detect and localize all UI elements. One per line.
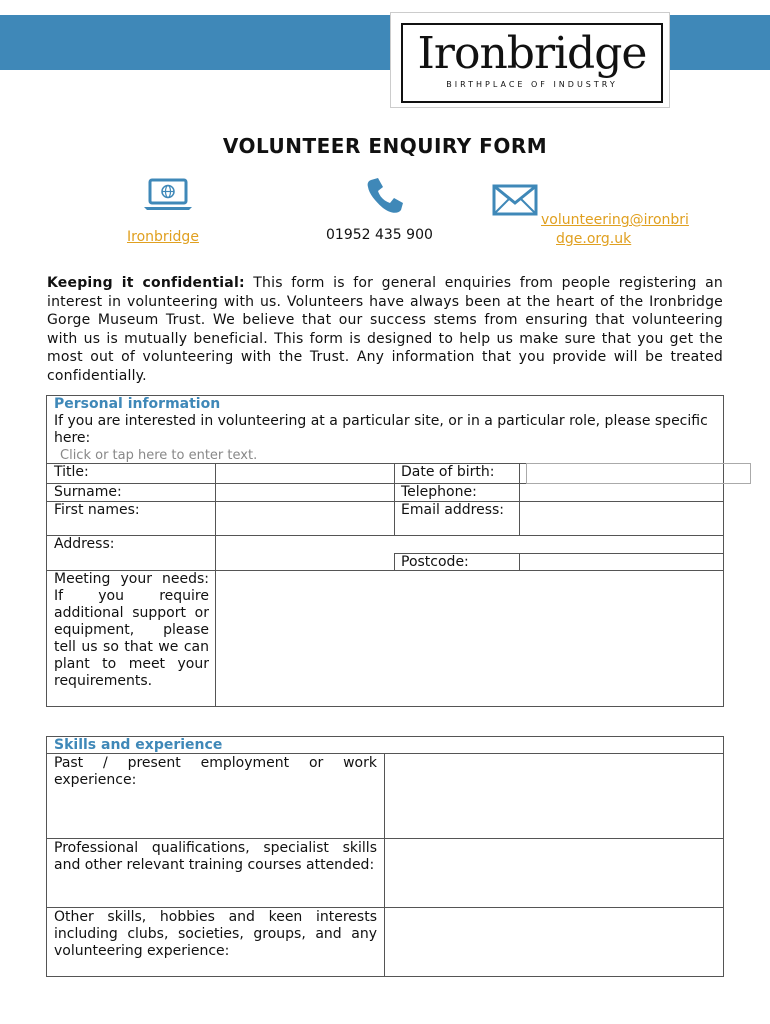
- intro-paragraph: [47, 274, 723, 386]
- interest-input[interactable]: Click or tap here to enter text.: [60, 448, 258, 463]
- skills-heading: Skills and experience: [54, 737, 223, 753]
- telephone-label: Telephone:: [401, 484, 477, 500]
- dob-input[interactable]: [526, 463, 751, 484]
- employment-label: Past / present employment or work experience:: [54, 755, 377, 788]
- postcode-label: Postcode:: [401, 554, 469, 570]
- needs-input[interactable]: [216, 571, 724, 707]
- first-names-input[interactable]: [216, 502, 394, 535]
- phone-icon: [365, 176, 405, 216]
- laptop-globe-icon: [142, 178, 194, 212]
- email-label: Email address:: [401, 502, 505, 518]
- telephone-input[interactable]: [520, 484, 724, 501]
- envelope-icon: [492, 184, 538, 216]
- title-label: Title:: [54, 464, 89, 480]
- email-input[interactable]: [520, 502, 724, 535]
- employment-input[interactable]: [385, 754, 724, 838]
- other-skills-input[interactable]: [385, 908, 724, 977]
- logo-tagline: BIRTHPLACE OF INDUSTRY: [446, 80, 618, 89]
- address-input[interactable]: [216, 536, 724, 553]
- website-link[interactable]: Ironbridge: [127, 229, 199, 245]
- qualifications-input[interactable]: [385, 839, 724, 907]
- address-label: Address:: [54, 536, 115, 552]
- intro-label: Keeping it confidential:: [47, 275, 245, 291]
- surname-label: Surname:: [54, 484, 122, 500]
- dob-label: Date of birth:: [401, 464, 495, 480]
- title-input[interactable]: [216, 464, 394, 483]
- intro-text: This form is for general enquiries from people registering an interest in volunteering with us. Volunteers have always been at the heart of the Ironbridge Gorge Museum Trust. We believe that our success stems from ensuring that volunteering with us is mutually beneficial. This form is designed to help us make sure that you get the most out of volunteering with the Trust. Any information that you provide will be treated confidentially.: [47, 275, 723, 384]
- personal-info-heading: Personal information: [54, 396, 221, 412]
- interest-prompt: If you are interested in volunteering at a particular site, or in a particular role, please specific here:: [54, 413, 708, 446]
- postcode-input[interactable]: [520, 554, 724, 570]
- other-skills-label: Other skills, hobbies and keen interests including clubs, societies, groups, and any volunteering experience:: [54, 909, 377, 959]
- ironbridge-logo: [390, 12, 670, 108]
- phone-number: 01952 435 900: [326, 227, 433, 243]
- needs-label: Meeting your needs: If you require additional support or equipment, please tell us so that we can plant to meet your requirements.: [54, 571, 209, 689]
- email-link-line1[interactable]: volunteering@ironbri: [541, 212, 689, 228]
- qualifications-label: Professional qualifications, specialist skills and other relevant training courses attended:: [54, 840, 377, 873]
- surname-input[interactable]: [216, 484, 394, 501]
- page-title: VOLUNTEER ENQUIRY FORM: [222, 134, 548, 158]
- logo-wordmark: Ironbridge: [417, 28, 647, 79]
- email-link-line2[interactable]: dge.org.uk: [556, 231, 632, 247]
- first-names-label: First names:: [54, 502, 140, 518]
